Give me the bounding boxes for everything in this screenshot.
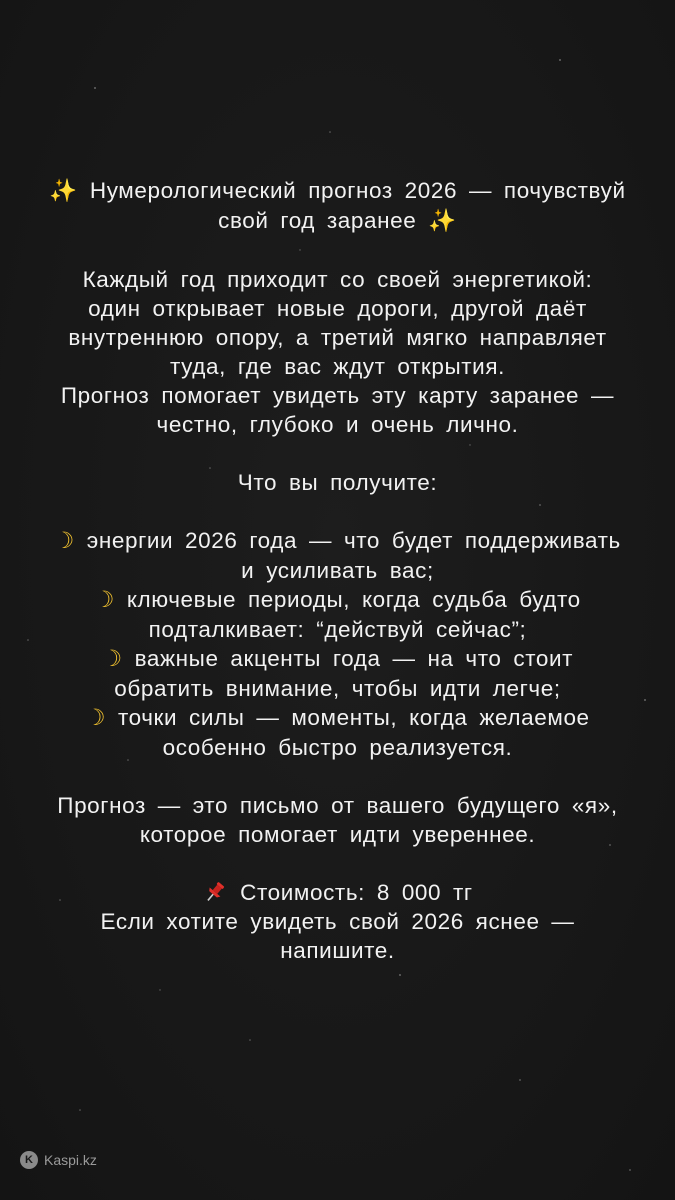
kaspi-logo-icon: K (20, 1151, 38, 1169)
title: ✨ Нумерологический прогноз 2026 — почувствуй (49, 178, 626, 204)
crescent-moon-icon: ☽ (101, 646, 123, 672)
benefit-list (0, 526, 675, 762)
crescent-moon-icon: ☽ (94, 587, 115, 613)
list-item: ☽ важные акценты года — на что стоит обратить внимание, чтобы идти легче; (101, 646, 574, 701)
crescent-moon-icon: ☽ (85, 705, 107, 731)
crescent-moon-icon: ☽ (54, 528, 75, 554)
intro-line: внутреннюю опору, а третий мягко направляет (68, 325, 607, 350)
intro-line: Каждый год приходит со своей энергетикой: (82, 267, 593, 292)
closing-line: которое помогает идти увереннее. (139, 822, 536, 847)
intro-line: честно, глубоко и очень лично. (156, 412, 519, 437)
list-item: ☽ энергии 2026 года — что будет поддерживать и усиливать вас; (54, 528, 621, 583)
title: свой год заранее ✨ (218, 208, 457, 234)
cta-line: Если хотите увидеть свой 2026 яснее — (100, 909, 575, 934)
list-item: ☽ точки силы — моменты, когда желаемое особенно быстро реализуется. (85, 705, 590, 760)
sparkles-icon: ✨ (49, 178, 78, 204)
list-item: ☽ ключевые периоды, когда судьба будто подталкивает: “действуй сейчас”; (94, 587, 581, 642)
intro-line: туда, где вас ждут открытия. (170, 354, 505, 379)
story-text (0, 176, 675, 965)
cta-line: напишите. (280, 938, 395, 963)
price: Стоимость: 8 000 тг (0, 878, 675, 907)
closing-line: Прогноз — это письмо от вашего будущего «я», (57, 793, 618, 818)
section-heading: Что вы получите: (237, 470, 438, 495)
intro-line: Прогноз помогает увидеть эту карту заранее — (60, 383, 615, 408)
watermark (20, 1151, 97, 1169)
watermark-label: Kaspi.kz (44, 1152, 97, 1168)
sparkles-icon: ✨ (428, 208, 457, 234)
pushpin-icon (202, 880, 228, 904)
intro-line: один открывает новые дороги, другой даёт (88, 296, 587, 321)
